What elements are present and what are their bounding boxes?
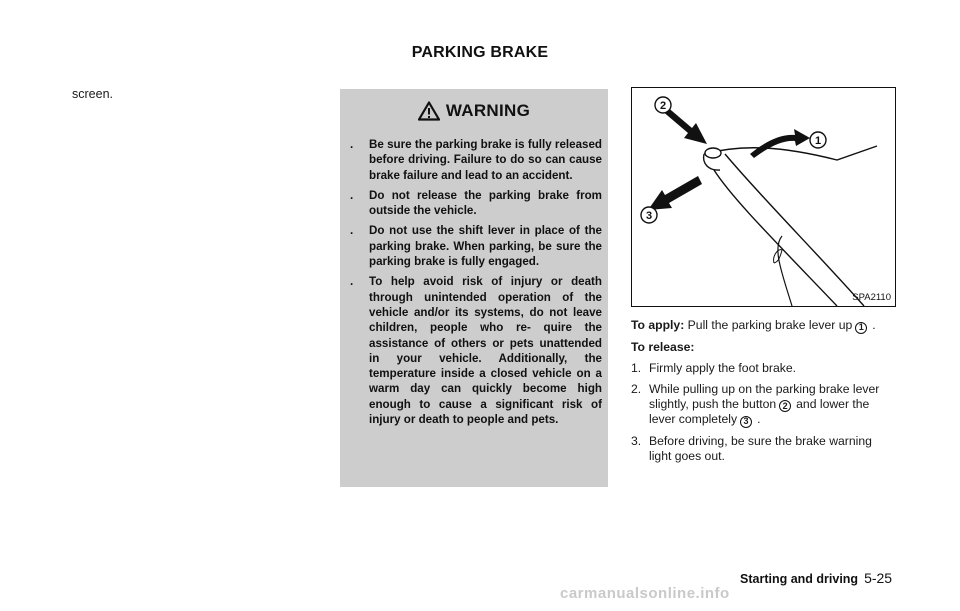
warning-item: . Be sure the parking brake is fully released before driving. Failure to do so can cause brake failure and lead to an accident. — [350, 138, 602, 182]
warning-item: . To help avoid risk of injury or death through unintended operation of the vehicle and/or its systems, do not leave children, people who re- quire the assistance of others or pets unattended in your vehicle. Additionally, the temperature inside a closed vehicle on a warm day can quickly become high enough to cause a significant risk of injury or death to people and pets. — [350, 275, 602, 427]
callout-ref-icon: 1 — [855, 322, 867, 334]
warning-list — [350, 137, 602, 432]
figure-caption: SPA2110 — [852, 292, 891, 303]
callout-3-icon — [641, 207, 657, 223]
apply-text: Pull the parking brake lever up — [687, 318, 853, 332]
instructions — [631, 318, 897, 470]
svg-text:2: 2 — [659, 100, 667, 112]
parking-brake-lever-illustration — [632, 88, 895, 306]
warning-box — [340, 89, 608, 487]
callout-ref-icon: 2 — [779, 400, 791, 412]
release-label: To release: — [631, 339, 695, 354]
callout-2-icon — [655, 97, 671, 113]
bullet: . — [350, 275, 354, 289]
callout-ref-icon: 3 — [740, 416, 752, 428]
pull-arrow — [750, 129, 810, 158]
watermark: carmanualsonline.info — [560, 585, 730, 602]
warning-title: WARNING — [445, 101, 531, 120]
svg-text:3: 3 — [645, 210, 653, 222]
parking-brake-figure — [631, 87, 896, 307]
bullet: . — [350, 188, 354, 202]
svg-text:1: 1 — [814, 135, 822, 147]
step-item: 2. While pulling up on the parking brake lever slightly, push the button 2 and lower the lever completely 3 . — [631, 381, 880, 426]
lower-arrow — [648, 176, 702, 210]
callout-1-icon — [810, 132, 826, 148]
section-title: PARKING BRAKE — [411, 44, 549, 61]
page-footer — [740, 570, 892, 586]
bullet: . — [350, 138, 354, 151]
apply-label: To apply: — [631, 318, 685, 332]
warning-item: . Do not release the parking brake from outside the vehicle. — [350, 188, 602, 218]
page-number: 5-25 — [864, 570, 893, 586]
warning-triangle-icon — [418, 101, 440, 121]
warning-header — [340, 97, 608, 125]
step-item: 3. Before driving, be sure the brake warning light goes out. — [631, 433, 872, 463]
step-item: 1. Firmly apply the foot brake. — [631, 360, 796, 375]
warning-item: . Do not use the shift lever in place of the parking brake. When parking, be sure the parking brake is fully engaged. — [350, 224, 602, 269]
apply-line: To apply: Pull the parking brake lever up 1 . — [631, 318, 876, 332]
continued-text: screen. — [72, 87, 113, 101]
bullet: . — [350, 224, 354, 238]
footer-section: Starting and driving — [740, 572, 859, 586]
